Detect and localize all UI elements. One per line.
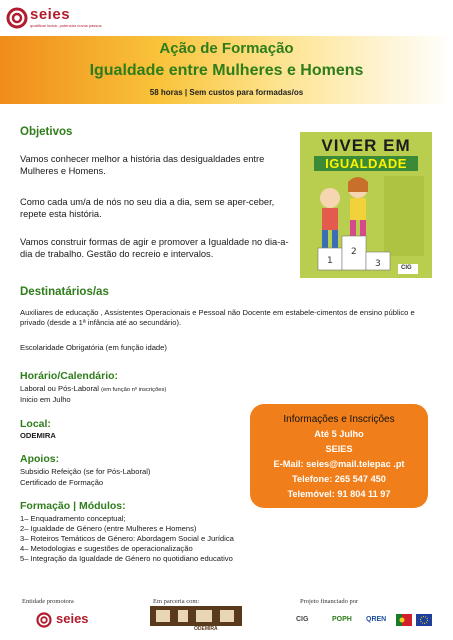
formacao-module-item: 2– Igualdade de Género (entre Mulheres e Homens) [20, 524, 197, 533]
formacao-module-item: 3– Roteiros Temáticos de Género: Abordagem Social e Jurídica [20, 534, 234, 543]
info-deadline: Até 5 Julho [314, 429, 364, 439]
footer-promotora-logo [36, 611, 106, 629]
cover-illustration [300, 132, 432, 278]
odemira-logo-icon [150, 606, 242, 626]
seies-swirl-icon [6, 7, 28, 29]
local-value: ODEMIRA [20, 431, 56, 440]
footer-promotora-label: Entidade promotora [22, 598, 74, 605]
promotora-name: seies [56, 611, 89, 626]
page-subtitle: 58 horas | Sem custos para formadas/os [149, 88, 304, 97]
cover-badge: CIG [401, 265, 412, 271]
formacao-module-item: 1– Enquadramento conceptual; [20, 514, 126, 523]
horario-line1 [20, 384, 250, 395]
funder-qren: QREN [366, 616, 387, 623]
info-box [250, 404, 428, 508]
promotora-swirl-icon [36, 612, 52, 628]
horario-line1-text: Laboral ou Pós-Laboral [20, 384, 99, 393]
horario-line2: Inicio em Julho [20, 395, 71, 404]
info-mobile: Telemóvel: 91 804 11 97 [287, 489, 391, 499]
objetivos-paragraph-3: Vamos construir formas de agir e promover a Igualdade no dia-a-dia de trabalho. Gestão do recreio e intervalos. [20, 237, 289, 259]
seies-logo [6, 6, 116, 34]
cover-title-line1: VIVER EM [321, 136, 411, 155]
formacao-module-item: 5– Integração da Igualdade de Género no quotidiano educativo [20, 554, 233, 563]
portugal-flag-icon [396, 614, 412, 626]
horario-heading: Horário/Calendário: [20, 370, 119, 382]
footer-parceria-label: Em parceria com: [153, 598, 200, 605]
funder-poph: POPH [332, 616, 352, 623]
objetivos-paragraph-2: Como cada um/a de nós no seu dia a dia, sem se aper-ceber, repete esta história. [20, 197, 275, 219]
info-phone: Telefone: 265 547 450 [292, 474, 386, 484]
footer-funders [296, 610, 446, 634]
footer-projeto-label: Projeto financiado por [300, 598, 359, 605]
svg-text:2: 2 [351, 247, 357, 257]
info-email[interactable]: E-Mail: seies@mail.telepac .pt [273, 459, 405, 469]
logo-tagline: qualificar incluir, potenciar novos passos [30, 23, 102, 28]
apoios-line1: Subsidio Refeição (se for Pós-Laboral) [20, 467, 151, 476]
page-title-line1: Ação de Formação [159, 40, 294, 57]
svg-text:3: 3 [375, 259, 381, 269]
page-title-line2: Igualdade entre Mulheres e Homens [89, 62, 364, 79]
logo-name: seies [30, 6, 71, 23]
formacao-module-list [20, 514, 440, 564]
eu-flag-icon [416, 614, 432, 626]
destinatarios-paragraph-2: Escolaridade Obrigatória (em função idade) [20, 343, 167, 352]
info-org: SEIES [325, 444, 353, 454]
footer-parceria-logo [150, 606, 242, 632]
info-heading: Informações e Inscrições [283, 414, 395, 425]
apoios-heading: Apoios: [20, 453, 60, 465]
formacao-module-item: 4– Metodologias e sugestões de operacionalização [20, 544, 193, 553]
cover-title-line2: IGUALDADE [314, 156, 418, 171]
destinatarios-paragraph-1: Auxiliares de educação , Assistentes Operacionais e Pessoal não Docente em estabele-cimentos de ensino público e privado (desde a 1ª infância até ao secundário). [20, 308, 415, 327]
objetivos-paragraph-1: Vamos conhecer melhor a história das desigualdades entre Mulheres e Homens. [20, 154, 265, 176]
svg-text:1: 1 [327, 256, 333, 266]
funder-cig: CIG [296, 616, 309, 623]
viver-em-igualdade-cover [300, 132, 432, 278]
local-heading: Local: [20, 418, 51, 430]
objetivos-heading: Objetivos [20, 126, 73, 138]
horario-line1-note: (em função nº inscrições) [101, 387, 167, 393]
apoios-line2: Certificado de Formação [20, 478, 104, 487]
destinatarios-heading: Destinatários/as [20, 286, 109, 298]
parceria-name: ODEMIRA [194, 626, 218, 632]
formacao-heading: Formação | Módulos: [20, 500, 126, 512]
